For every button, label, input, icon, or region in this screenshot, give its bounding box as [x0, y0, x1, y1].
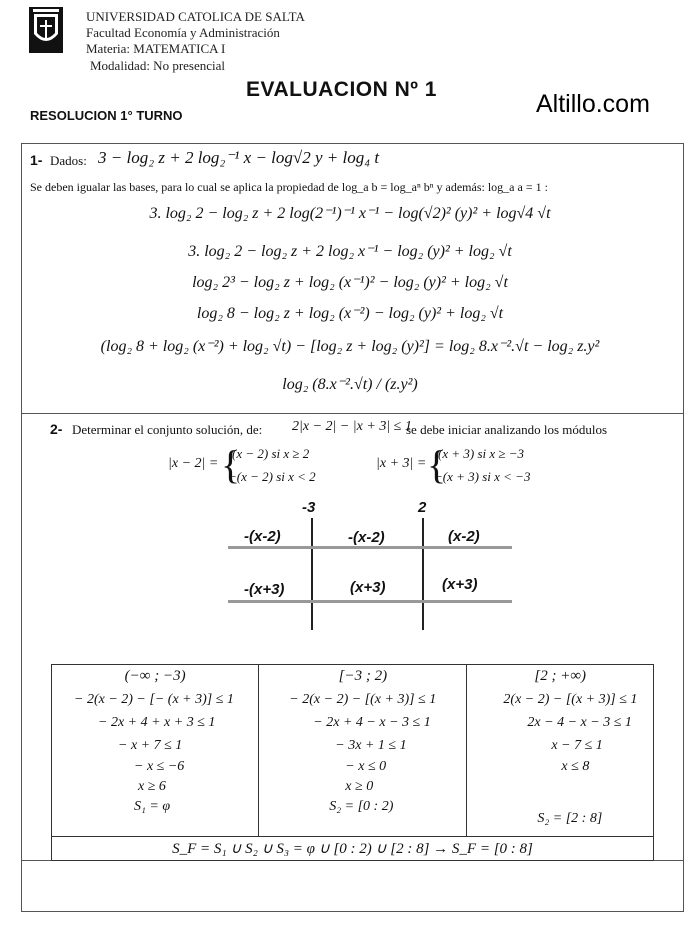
interval-3-line-3: x − 7 ≤ 1	[551, 738, 603, 753]
sign-cell-r1-c3: (x-2)	[448, 528, 480, 545]
interval-3-solution: S₂ = [2 : 8]	[537, 811, 603, 826]
question-2-number: 2-	[50, 421, 63, 437]
abs-1-lhs: |x − 2| =	[168, 456, 219, 471]
interval-1-line-4: − x ≤ −6	[134, 759, 185, 774]
interval-1-line-5: x ≥ 6	[138, 779, 166, 794]
step-3: log₂ 2³ − log₂ z + log₂ (x⁻¹)² − log₂ (y)² + log₂ √t	[192, 274, 508, 291]
sign-cell-r2-c2: (x+3)	[350, 579, 386, 596]
question-1-expression: 3 − log₂ z + 2 log₂⁻¹ x − log√2 y + log₄ t	[98, 148, 380, 167]
interval-2-line-1: − 2(x − 2) − [(x + 3)] ≤ 1	[289, 692, 437, 707]
sign-row-line-2	[228, 600, 512, 603]
question-1-instruction: Se deben igualar las bases, para lo cual se aplica la propiedad de log_a b = log_aⁿ bⁿ y además: log_a a = 1 :	[30, 180, 548, 194]
interval-2-solution: S₂ = [0 : 2)	[329, 799, 394, 814]
abs-1-case-1: (x − 2) si x ≥ 2	[232, 446, 310, 461]
sign-cell-r1-c2: -(x-2)	[348, 529, 385, 546]
faculty-name: Facultad Economía y Administración	[86, 25, 280, 40]
interval-2-header: [−3 ; 2)	[338, 668, 388, 684]
interval-2-line-2: − 2x + 4 − x − 3 ≤ 1	[313, 715, 431, 730]
question-2-statement-end: se debe iniciar analizando los módulos	[406, 422, 608, 437]
interval-column-1	[52, 665, 259, 837]
sign-divider-1	[311, 518, 313, 630]
subject-name: Materia: MATEMATICA I	[86, 41, 226, 56]
solution-table	[51, 664, 654, 861]
question-1-given-label: Dados:	[50, 153, 87, 168]
abs-1-case-2: −(x − 2) si x < 2	[228, 469, 316, 484]
final-solution-text: S_F = S₁ ∪ S₂ ∪ S₃ = φ ∪ [0 : 2) ∪ [2 : 8] → S_F = [0 : 8]	[172, 841, 533, 857]
sign-point-1: -3	[302, 499, 316, 516]
interval-3-line-4: x ≤ 8	[561, 759, 590, 774]
interval-3-header: [2 ; +∞)	[534, 668, 587, 684]
sign-cell-r2-c3: (x+3)	[442, 576, 478, 593]
abs-2-case-2: −(x + 3) si x < −3	[434, 469, 531, 484]
abs-2-lhs: |x + 3| =	[376, 456, 427, 471]
interval-3-line-1: 2(x − 2) − [(x + 3)] ≤ 1	[503, 692, 638, 707]
interval-2-line-4: − x ≤ 0	[345, 759, 387, 774]
interval-column-3	[467, 665, 654, 837]
interval-1-header: (−∞ ; −3)	[124, 668, 186, 684]
page-subtitle: RESOLUCION 1° TURNO	[30, 108, 183, 123]
interval-2-line-5: x ≥ 0	[345, 779, 374, 794]
sign-cell-r1-c1: -(x-2)	[244, 528, 281, 545]
page-title: EVALUACION Nº 1	[246, 78, 437, 101]
question-2-inequality: 2|x − 2| − |x + 3| ≤ 1	[292, 419, 412, 434]
step-1: 3. log₂ 2 − log₂ z + 2 log(2⁻¹)⁻¹ x⁻¹ − log(√2)² (y)² + log√4 √t	[149, 205, 551, 222]
interval-3-spacer	[467, 777, 653, 809]
interval-1-solution: S₁ = φ	[134, 799, 171, 814]
question-2-statement: Determinar el conjunto solución, de:	[72, 422, 263, 437]
final-solution	[52, 837, 654, 861]
step-6: log₂ (8.x⁻².√t) / (z.y²)	[282, 376, 418, 393]
sign-divider-2	[422, 518, 424, 630]
abs-1-brace: {	[221, 442, 241, 487]
step-2: 3. log₂ 2 − log₂ z + 2 log₂ x⁻¹ − log₂ (y)² + log₂ √t	[188, 243, 512, 260]
section-divider	[21, 413, 684, 414]
sign-cell-r2-c1: -(x+3)	[244, 581, 285, 598]
step-4: log₂ 8 − log₂ z + log₂ (x⁻²) − log₂ (y)² + log₂ √t	[196, 305, 504, 322]
abs-2-case-1: (x + 3) si x ≥ −3	[438, 446, 525, 461]
watermark: Altillo.com	[536, 90, 650, 118]
question-1-number: 1-	[30, 152, 43, 168]
interval-2-line-3: − 3x + 1 ≤ 1	[335, 738, 407, 753]
interval-1-line-2: − 2x + 4 + x + 3 ≤ 1	[98, 715, 216, 730]
modality: Modalidad: No presencial	[90, 58, 226, 73]
university-name: UNIVERSIDAD CATOLICA DE SALTA	[86, 9, 305, 24]
interval-column-2	[259, 665, 467, 837]
interval-3-line-2: 2x − 4 − x − 3 ≤ 1	[527, 715, 632, 730]
interval-1-line-1: − 2(x − 2) − [− (x + 3)] ≤ 1	[74, 692, 234, 707]
interval-1-line-3: − x + 7 ≤ 1	[118, 738, 183, 753]
abs-2-brace: {	[427, 442, 447, 487]
sign-row-line-1	[228, 546, 512, 549]
sign-point-2: 2	[418, 499, 427, 516]
step-5: (log₂ 8 + log₂ (x⁻²) + log₂ √t) − [log₂ z + log₂ (y)²] = log₂ 8.x⁻².√t − log₂ z.y²	[100, 338, 600, 355]
university-logo	[28, 6, 64, 54]
